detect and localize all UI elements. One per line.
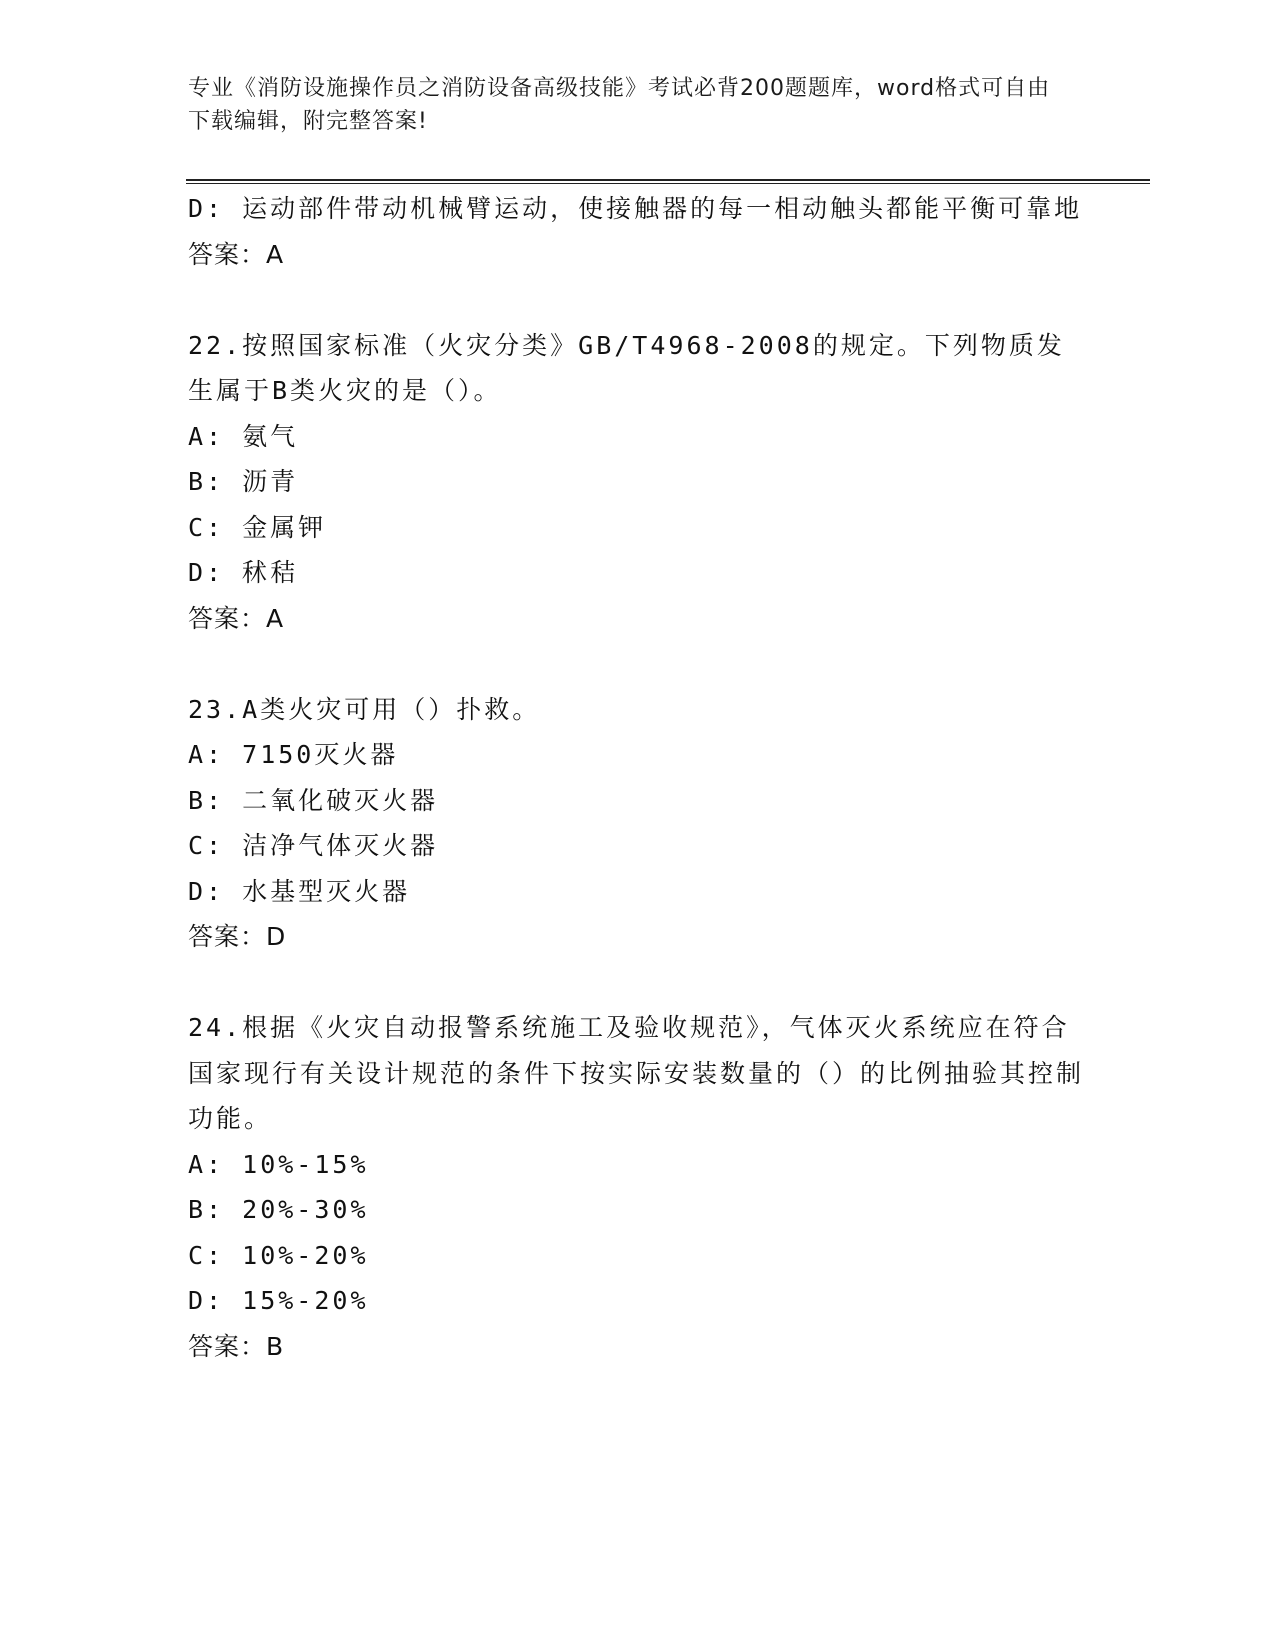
option-a: A: 10%-15% [188,1149,369,1179]
question-list [188,186,1088,1369]
option-d: D: 15%-20% [188,1286,369,1315]
option-d: D: 秫秸 [188,558,299,587]
option-a: A: 7150灭火器 [188,740,399,769]
option-c: C: 10%-20% [188,1240,369,1270]
option-c: C: 洁净气体灭火器 [188,831,439,860]
option-a: A: 氨气 [188,421,299,451]
answer: 答案：A [188,239,285,269]
question-22 [188,323,1088,642]
option-d: D: 水基型灭火器 [188,876,411,906]
question-stem: 23.A类火灾可用（）扑救。 [188,694,541,724]
question-24 [188,1005,1088,1369]
question-21-tail [188,186,1088,277]
question-stem: 24.根据《火灾自动报警系统施工及验收规范》，气体灭火系统应在符合国家现行有关设计规范的条件下按实际安装数量的（）的比例抽验其控制功能。 [188,1013,1085,1133]
answer: 答案：A [188,603,285,633]
option-d: D: 运动部件带动机械臂运动，使接触器的每一相动触头都能平衡可靠地 [188,194,1083,223]
answer: 答案：B [188,1331,285,1361]
question-stem: 22.按照国家标准（火灾分类》GB/T4968-2008的规定。下列物质发生属于B类火灾的是（）。 [188,330,1065,405]
option-c: C: 金属钾 [188,512,327,542]
header-rule-thin [186,183,1150,184]
option-b: B: 20%-30% [188,1195,369,1224]
header-rule-thick [186,179,1150,181]
spacer [188,641,1088,687]
document-header: 专业《消防设施操作员之消防设备高级技能》考试必背200题题库，word格式可自由下载编辑，附完整答案! [188,76,1051,134]
option-b: B: 沥青 [188,467,299,496]
spacer [188,960,1088,1006]
spacer [188,277,1088,323]
answer: 答案：D [188,922,287,951]
question-23 [188,687,1088,960]
option-b: B: 二氧化破灭火器 [188,785,439,815]
